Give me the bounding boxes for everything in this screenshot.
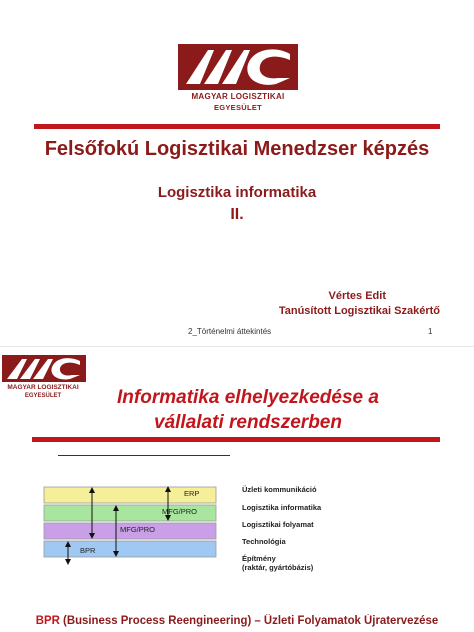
layer-desc-technology: Technológia xyxy=(242,537,286,546)
bpr-acronym: BPR xyxy=(35,615,60,627)
slide-page-number: 1 xyxy=(428,327,433,336)
layer-desc-logistics-informatics: Logisztika informatika xyxy=(242,503,322,512)
band-label-erp: ERP xyxy=(184,489,200,498)
layer-desc-building: Építmény xyxy=(242,554,276,563)
band-label-bpr: BPR xyxy=(80,546,96,555)
bpr-definition xyxy=(2,615,472,627)
author-title: Tanúsított Logisztikai Szakértő xyxy=(278,305,440,317)
slide-title-line2: vállalati rendszerben xyxy=(154,412,342,433)
logo-text-line2: EGYESÜLET xyxy=(213,103,263,112)
system-layer-diagram xyxy=(40,483,230,567)
layer-desc-business-communication: Üzleti kommunikáció xyxy=(242,485,317,494)
red-divider xyxy=(32,437,440,442)
mle-logo-small-icon xyxy=(2,355,86,383)
slide-footer-section: 2_Történelmi áttekintés xyxy=(188,327,272,336)
red-divider xyxy=(34,124,440,129)
logo-text-line2: EGYESÜLET xyxy=(24,393,62,399)
mle-logo xyxy=(178,44,298,116)
slide-title-line1: Informatika elhelyezkedése a xyxy=(117,387,379,408)
slide-2 xyxy=(0,346,474,632)
bpr-expansion: (Business Process Reengineering) – Üzleti Folyamatok Újratervezése xyxy=(59,615,439,627)
logo-text-line1: MAGYAR LOGISZTIKAI xyxy=(7,384,79,391)
layer-desc-logistics-process: Logisztikai folyamat xyxy=(242,520,314,529)
band-label-mfg-pro-upper: MFG/PRO xyxy=(162,507,197,516)
slide-subtitle: Logisztika informatika xyxy=(157,184,317,201)
layer-desc-building-detail: (raktár, gyártóbázis) xyxy=(242,563,314,572)
slide-title: Felsőfokú Logisztikai Menedzser képzés xyxy=(44,138,430,160)
slide-title xyxy=(62,385,434,435)
author-name: Vértes Edit xyxy=(328,290,386,302)
thin-divider xyxy=(58,455,230,456)
logo-text-line1: MAGYAR LOGISZTIKAI xyxy=(191,92,285,101)
band-label-mfg-pro-lower: MFG/PRO xyxy=(120,525,155,534)
slide-part-number: II. xyxy=(230,206,244,223)
mle-logo-icon xyxy=(178,44,298,92)
